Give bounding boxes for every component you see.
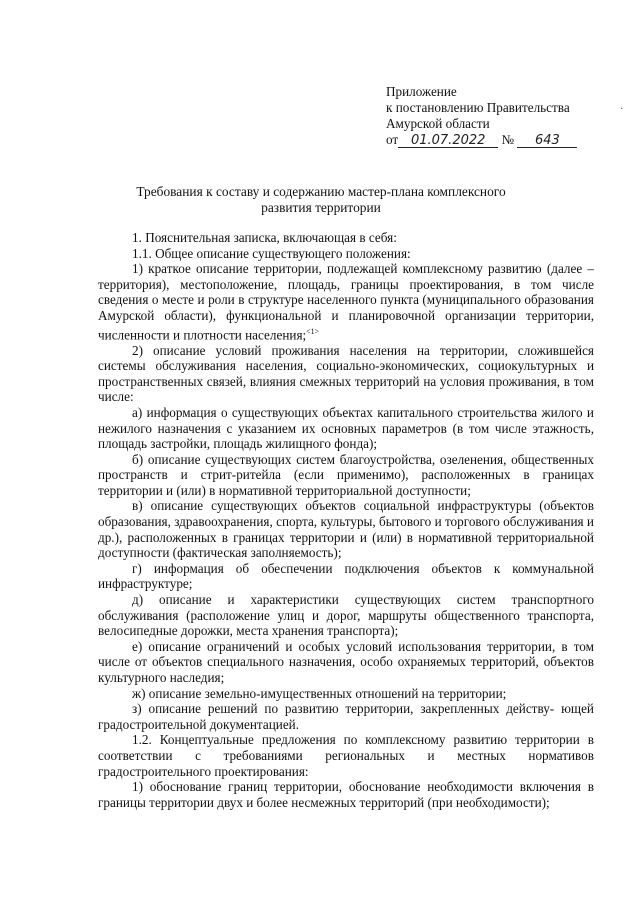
- paragraph: 1. Пояснительная записка, включающая в себя:: [132, 230, 397, 245]
- region-name: Амурской области: [386, 116, 490, 131]
- number-label: №: [501, 132, 515, 147]
- paragraph: д) описание и характеристики существующих систем транспортного обслуживания (расположение улиц и дорог, маршруты общественного транспорта, велосипедные дорожки, места хранения транспорта);: [98, 592, 594, 639]
- paragraph: е) описание ограничений и особых условий использования территории, в том числе от объектов специального назначения, особо охраняемых территорий, объектов культурного наследия;: [98, 638, 594, 686]
- margin-mark: ·: [620, 104, 624, 115]
- handwritten-date: 01.07.2022: [398, 134, 498, 148]
- resolution-reference: к постановлению Правительства: [386, 100, 570, 115]
- paragraph: 1.2. Концептуальные предложения по комплексному развитию территории в соответствии с требованиями региональных и местных нормативов градостроительного проектирования:: [98, 732, 594, 779]
- document-body: [98, 230, 594, 810]
- date-number-line: [386, 132, 606, 148]
- appendix-label: Приложение: [386, 84, 457, 99]
- paragraph: а) информация о существующих объектах капитального строительства жилого и нежилого назначения с указанием их основных параметров (в том числе этажность, площадь застройки, площадь жилищного фонда);: [98, 404, 594, 452]
- appendix-header: [386, 84, 606, 148]
- paragraph: в) описание существующих объектов социальной инфраструктуры (объектов образования, здравоохранения, спорта, культуры, бытового и торгового обслуживания и др.), расположенных в границах территории и (или) в нормативной территориальной доступности (фактическая заполняемость);: [98, 498, 594, 561]
- paragraph: б) описание существующих систем благоустройства, озеленения, общественных пространств и стрит-ритейла (если применимо), расположенных в границах территории и (или) в нормативной территориальной доступности;: [98, 451, 594, 498]
- paragraph-with-footnote: [98, 261, 594, 342]
- paragraph: ж) описание земельно-имущественных отношений на территории;: [132, 685, 507, 701]
- paragraph: 2) описание условий проживания населения на территории, сложившейся системы обслуживания населения, социально-экономических, социокультурных и пространственных связей, влияния смежных территорий на условия проживания, в том числе:: [98, 342, 594, 405]
- paragraph: г) информация об обеспечении подключения объектов к коммунальной инфраструктуре;: [98, 560, 594, 592]
- handwritten-number: 643: [517, 134, 577, 148]
- footnote-mark: <1>: [306, 326, 320, 336]
- paragraph: з) описание решений по развитию территории, закрепленных действу- ющей градостроительной документацией.: [98, 701, 594, 732]
- paragraph: 1) обоснование границ территории, обоснование необходимости включения в границы территории двух и более несмежных территорий (при необходимости);: [98, 779, 594, 810]
- document-title: Требования к составу и содержанию мастер-плана комплексного развития территории: [136, 184, 506, 215]
- paragraph: 1.1. Общее описание существующего положения:: [132, 245, 411, 261]
- paragraph-text: 1) краткое описание территории, подлежащей комплексному развитию (далее – территория), местоположение, площадь, границы проектирования, в том числе сведения о месте и роли в структуре населенного пункта (муниципального образования Амурской области), функциональной и планировочной организации территории, численности и плотности населения;: [98, 261, 594, 342]
- date-prefix: от: [386, 132, 399, 147]
